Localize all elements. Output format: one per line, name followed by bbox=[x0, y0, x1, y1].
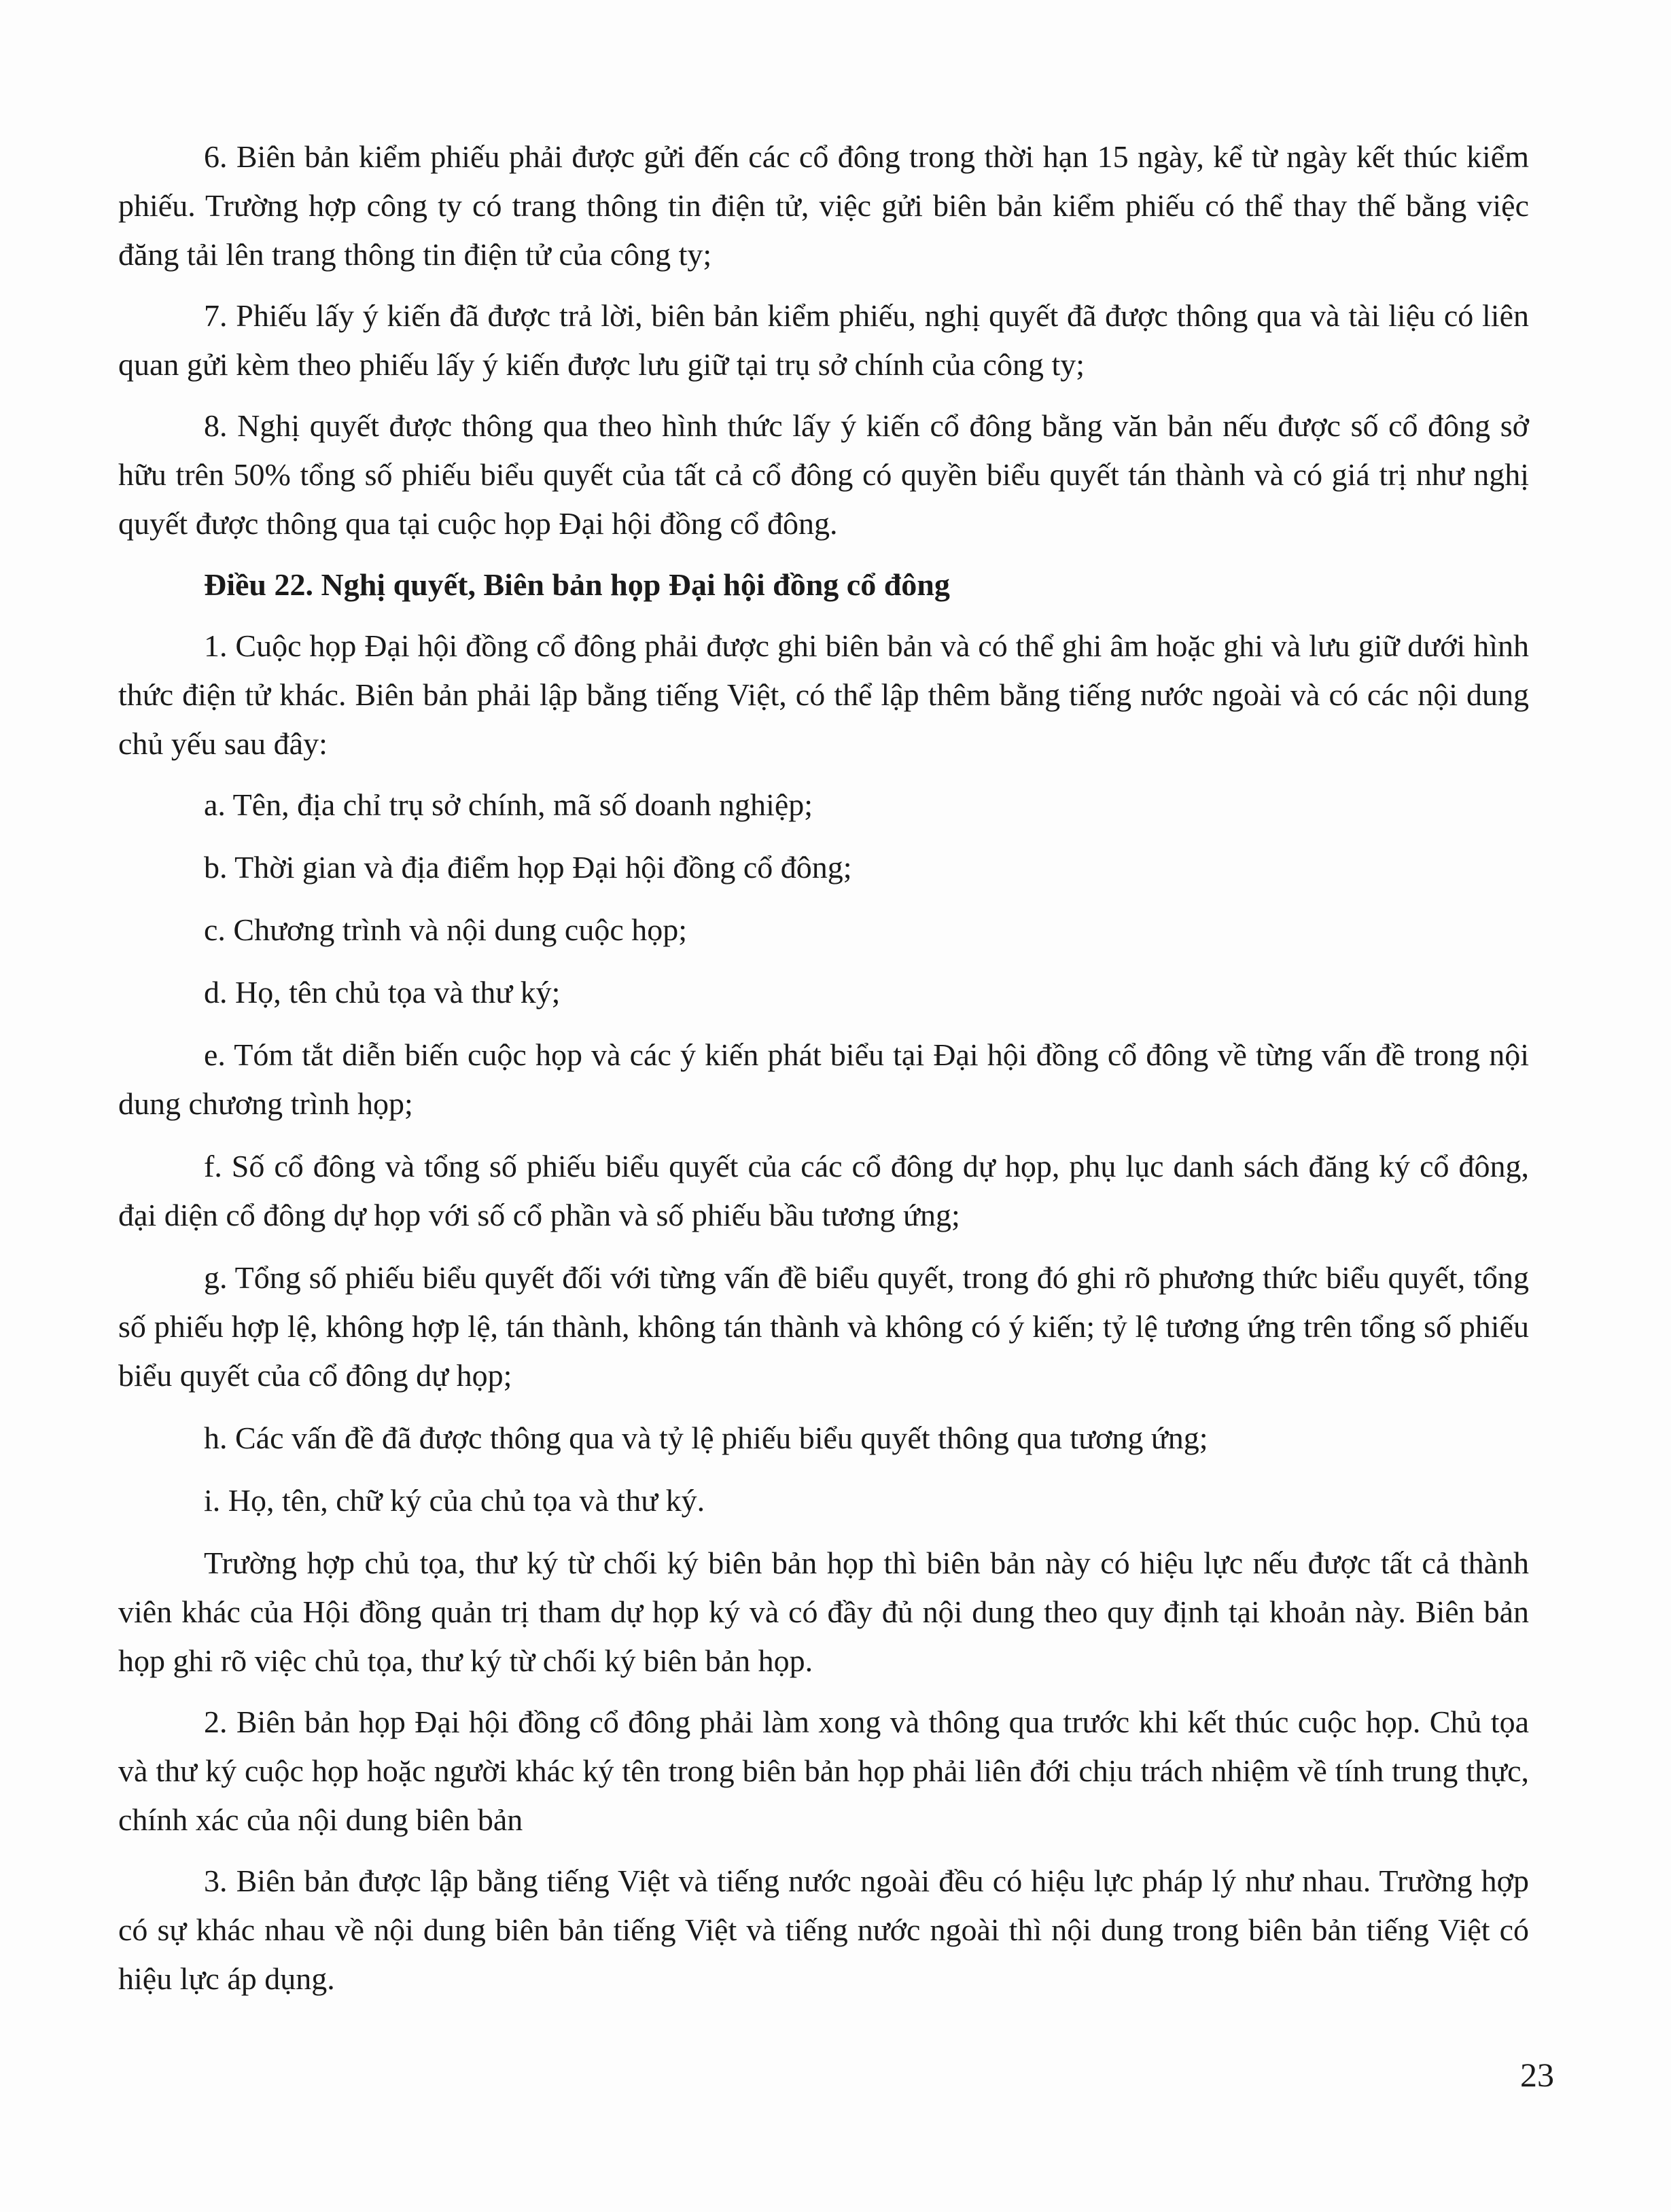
page-number: 23 bbox=[1520, 2056, 1554, 2094]
list-item-e: e. Tóm tắt diễn biến cuộc họp và các ý kiến phát biểu tại Đại hội đồng cổ đông về từng vấn đề trong nội dung chương trình họp; bbox=[118, 1037, 1529, 1121]
list-item-f: f. Số cổ đông và tổng số phiếu biểu quyết của các cổ đông dự họp, phụ lục danh sách đăng ký cổ đông, đại diện cổ đông dự họp với số cổ phần và số phiếu bầu tương ứng; bbox=[118, 1149, 1529, 1232]
list-item-a: a. Tên, địa chỉ trụ sở chính, mã số doanh nghiệp; bbox=[204, 787, 813, 822]
list-item-i: i. Họ, tên, chữ ký của chủ tọa và thư ký. bbox=[204, 1483, 705, 1518]
list-item-c: c. Chương trình và nội dung cuộc họp; bbox=[204, 912, 688, 947]
paragraph-clause-2: 2. Biên bản họp Đại hội đồng cổ đông phải làm xong và thông qua trước khi kết thúc cuộc họp. Chủ tọa và thư ký cuộc họp hoặc người khác ký tên trong biên bản họp phải liên đới chịu trách nhiệm về tính trung thực, chính xác của nội dung biên bản bbox=[118, 1705, 1529, 1837]
list-item-b: b. Thời gian và địa điểm họp Đại hội đồng cổ đông; bbox=[204, 850, 852, 885]
paragraph-clause-1-note: Trường hợp chủ tọa, thư ký từ chối ký biên bản họp thì biên bản này có hiệu lực nếu được tất cả thành viên khác của Hội đồng quản trị tham dự họp ký và có đầy đủ nội dung theo quy định tại khoản này. Biên bản họp ghi rõ việc chủ tọa, thư ký từ chối ký biên bản họp. bbox=[118, 1546, 1529, 1678]
article-heading: Điều 22. Nghị quyết, Biên bản họp Đại hội đồng cổ đông bbox=[204, 567, 950, 602]
list-item-g: g. Tổng số phiếu biểu quyết đối với từng vấn đề biểu quyết, trong đó ghi rõ phương thức biểu quyết, tổng số phiếu hợp lệ, không hợp lệ, tán thành, không tán thành và không có ý kiến; tỷ lệ tương ứng trên tổng số phiếu biểu quyết của cổ đông dự họp; bbox=[118, 1260, 1529, 1393]
paragraph-clause-8: 8. Nghị quyết được thông qua theo hình thức lấy ý kiến cổ đông bằng văn bản nếu được số cổ đông sở hữu trên 50% tổng số phiếu biểu quyết của tất cả cổ đông có quyền biểu quyết tán thành và có giá trị như nghị quyết được thông qua tại cuộc họp Đại hội đồng cổ đông. bbox=[118, 408, 1529, 541]
paragraph-clause-6: 6. Biên bản kiểm phiếu phải được gửi đến các cổ đông trong thời hạn 15 ngày, kể từ ngày kết thúc kiểm phiếu. Trường hợp công ty có trang thông tin điện tử, việc gửi biên bản kiểm phiếu có thể thay thế bằng việc đăng tải lên trang thông tin điện tử của công ty; bbox=[118, 139, 1529, 272]
paragraph-clause-3: 3. Biên bản được lập bằng tiếng Việt và tiếng nước ngoài đều có hiệu lực pháp lý như nhau. Trường hợp có sự khác nhau về nội dung biên bản tiếng Việt và tiếng nước ngoài thì nội dung trong biên bản tiếng Việt có hiệu lực áp dụng. bbox=[118, 1863, 1529, 1996]
paragraph-clause-1-intro: 1. Cuộc họp Đại hội đồng cổ đông phải được ghi biên bản và có thể ghi âm hoặc ghi và lưu giữ dưới hình thức điện tử khác. Biên bản phải lập bằng tiếng Việt, có thể lập thêm bằng tiếng nước ngoài và có các nội dung chủ yếu sau đây: bbox=[118, 628, 1529, 761]
paragraph-clause-7: 7. Phiếu lấy ý kiến đã được trả lời, biên bản kiểm phiếu, nghị quyết đã được thông qua và tài liệu có liên quan gửi kèm theo phiếu lấy ý kiến được lưu giữ tại trụ sở chính của công ty; bbox=[118, 298, 1529, 382]
list-item-d: d. Họ, tên chủ tọa và thư ký; bbox=[204, 975, 561, 1010]
page-content bbox=[118, 132, 1529, 2016]
list-item-h: h. Các vấn đề đã được thông qua và tỷ lệ phiếu biểu quyết thông qua tương ứng; bbox=[204, 1421, 1208, 1455]
